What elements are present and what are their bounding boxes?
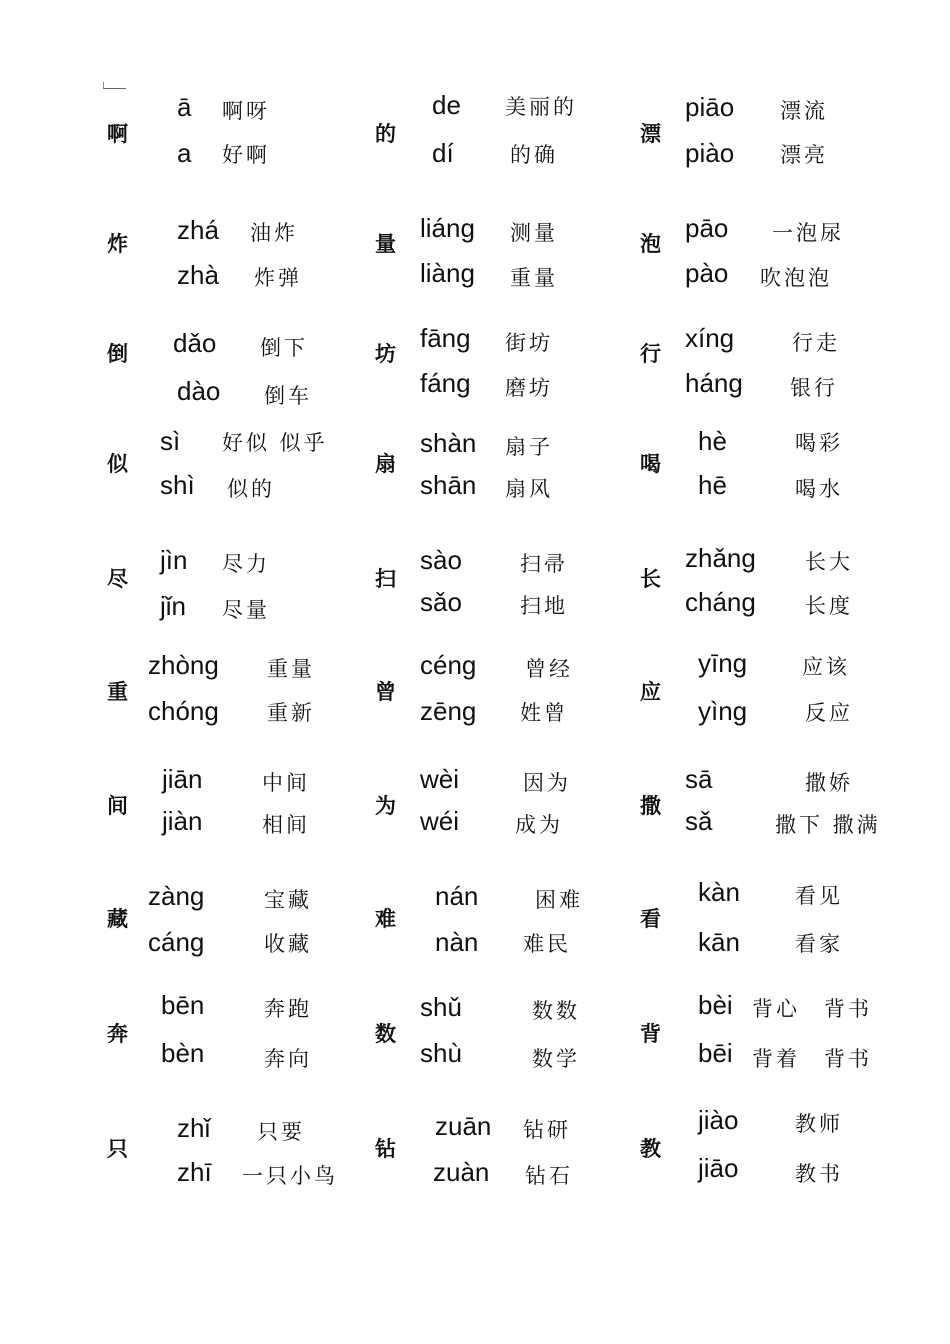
headword-character: 藏 [107, 906, 128, 931]
pinyin-reading-2: cáng [148, 927, 205, 957]
pinyin-reading-2: nàn [435, 927, 479, 957]
headword-character: 倒 [107, 341, 128, 366]
pinyin-reading-1: zàng [148, 881, 205, 911]
pinyin-reading-1: pāo [685, 213, 729, 243]
example-word-1: 曾经 [525, 657, 573, 681]
example-word-1: 喝彩 [795, 431, 843, 455]
example-word-2: 好啊 [222, 143, 270, 167]
pinyin-reading-1: jìn [160, 545, 188, 575]
character-entry [375, 875, 675, 975]
character-entry [107, 762, 407, 862]
example-word-1: 数数 [532, 999, 580, 1023]
character-entry [640, 200, 940, 300]
example-word-1: 漂流 [780, 99, 828, 123]
pinyin-reading-2: jǐn [160, 591, 187, 621]
character-entry [107, 990, 407, 1090]
headword-character: 钻 [375, 1136, 396, 1161]
example-word-2: 的确 [510, 143, 558, 167]
headword-character: 只 [107, 1136, 128, 1161]
character-entry [375, 200, 675, 300]
headword-character: 间 [107, 793, 128, 818]
pinyin-reading-1: nán [435, 881, 479, 911]
example-word-2: 撒下 撒满 [775, 813, 881, 837]
example-word-2: 扇风 [505, 477, 553, 501]
character-entry [107, 90, 407, 190]
character-entry [375, 535, 675, 635]
pinyin-reading-1: zhá [177, 215, 219, 245]
example-word-2: 炸弹 [254, 266, 302, 290]
character-entry [375, 648, 675, 748]
character-entry [640, 648, 940, 748]
example-word-1: 倒下 [260, 336, 308, 360]
character-entry [640, 420, 940, 520]
example-word-2: 数学 [532, 1047, 580, 1071]
example-word-1: 因为 [523, 771, 571, 795]
pinyin-reading-1: yīng [698, 648, 748, 678]
example-word-2: 难民 [523, 932, 571, 956]
pinyin-reading-1: sì [160, 426, 181, 456]
pinyin-reading-2: jiāo [698, 1153, 739, 1183]
headword-character: 行 [640, 341, 661, 366]
pinyin-reading-1: jiào [698, 1105, 739, 1135]
headword-character: 炸 [107, 231, 128, 256]
pinyin-reading-2: a [177, 138, 192, 168]
headword-character: 扫 [375, 566, 396, 591]
example-word-2: 倒车 [264, 384, 312, 408]
character-entry [375, 90, 675, 190]
pinyin-reading-2: bēi [698, 1038, 733, 1068]
pinyin-reading-2: wéi [420, 806, 460, 836]
pinyin-reading-2: liàng [420, 258, 475, 288]
example-word-1: 只要 [257, 1120, 305, 1144]
headword-character: 坊 [375, 341, 396, 366]
example-word-1: 尽力 [222, 552, 270, 576]
example-word-2: 背着 背书 [752, 1047, 872, 1071]
example-word-1: 看见 [795, 884, 843, 908]
headword-character: 量 [375, 231, 396, 256]
pinyin-reading-1: shàn [420, 428, 477, 458]
pinyin-reading-1: kàn [698, 877, 740, 907]
headword-character: 扇 [375, 451, 396, 476]
headword-character: 难 [375, 906, 396, 931]
headword-character: 喝 [640, 451, 661, 476]
example-word-1: 街坊 [505, 331, 553, 355]
example-word-2: 反应 [805, 701, 853, 725]
pinyin-reading-2: hē [698, 470, 727, 500]
example-word-2: 漂亮 [780, 143, 828, 167]
example-word-1: 教师 [795, 1112, 843, 1136]
example-word-1: 背心 背书 [752, 997, 872, 1021]
pinyin-reading-1: zhǎng [685, 543, 756, 573]
example-word-2: 教书 [795, 1162, 843, 1186]
headword-character: 应 [640, 679, 661, 704]
pinyin-reading-1: shǔ [420, 992, 462, 1022]
character-entry [640, 90, 940, 190]
pinyin-reading-2: yìng [698, 696, 748, 726]
pinyin-reading-1: sā [685, 764, 713, 794]
character-entry [640, 762, 940, 862]
example-word-1: 困难 [535, 888, 583, 912]
pinyin-reading-2: shù [420, 1038, 462, 1068]
character-entry [375, 1105, 675, 1205]
headword-character: 漂 [640, 121, 661, 146]
headword-character: 教 [640, 1136, 661, 1161]
example-word-2: 吹泡泡 [760, 266, 832, 290]
example-word-1: 重量 [267, 657, 315, 681]
pinyin-reading-2: fáng [420, 368, 471, 398]
headword-character: 长 [640, 566, 661, 591]
headword-character: 为 [375, 793, 396, 818]
pinyin-reading-2: háng [685, 368, 743, 398]
pinyin-reading-2: kān [698, 927, 740, 957]
pinyin-reading-1: zhǐ [177, 1113, 211, 1143]
headword-character: 奔 [107, 1021, 128, 1046]
example-word-1: 啊呀 [222, 99, 270, 123]
pinyin-reading-1: sào [420, 545, 462, 575]
pinyin-reading-2: bèn [161, 1038, 205, 1068]
character-entry [107, 535, 407, 635]
pinyin-reading-2: shì [160, 470, 195, 500]
character-entry [640, 875, 940, 975]
pinyin-reading-1: zhòng [148, 650, 219, 680]
headword-character: 数 [375, 1021, 396, 1046]
pinyin-reading-2: jiàn [162, 806, 203, 836]
example-word-1: 扫帚 [520, 552, 568, 576]
headword-character: 看 [640, 906, 661, 931]
pinyin-reading-1: céng [420, 650, 477, 680]
pinyin-reading-2: chóng [148, 696, 219, 726]
headword-character: 啊 [107, 121, 128, 146]
example-word-1: 宝藏 [264, 888, 312, 912]
example-word-1: 撒娇 [805, 771, 853, 795]
pinyin-reading-2: piào [685, 138, 735, 168]
headword-character: 似 [107, 451, 128, 476]
example-word-1: 中间 [262, 771, 310, 795]
example-word-2: 扫地 [520, 594, 568, 618]
example-word-2: 重新 [267, 701, 315, 725]
pinyin-reading-2: shān [420, 470, 477, 500]
example-word-2: 看家 [795, 932, 843, 956]
character-entry [107, 648, 407, 748]
character-entry [640, 1105, 940, 1205]
character-entry [107, 1105, 407, 1205]
pinyin-reading-1: jiān [162, 764, 203, 794]
pinyin-reading-2: sǎ [685, 806, 713, 836]
example-word-1: 行走 [792, 331, 840, 355]
pinyin-reading-1: dǎo [173, 328, 217, 358]
pinyin-reading-2: zuàn [433, 1157, 490, 1187]
example-word-1: 好似 似乎 [222, 431, 328, 455]
headword-character: 背 [640, 1021, 661, 1046]
character-entry [640, 990, 940, 1090]
pinyin-reading-1: xíng [685, 323, 735, 353]
example-word-2: 长度 [805, 594, 853, 618]
example-word-2: 姓曾 [520, 701, 568, 725]
example-word-2: 奔向 [264, 1047, 312, 1071]
example-word-2: 尽量 [222, 598, 270, 622]
character-entry [375, 990, 675, 1090]
pinyin-reading-1: piāo [685, 92, 735, 122]
example-word-1: 美丽的 [505, 95, 577, 119]
corner-mark [103, 82, 126, 89]
pinyin-reading-2: dào [177, 376, 221, 406]
pinyin-reading-2: zēng [420, 696, 477, 726]
example-word-1: 应该 [802, 655, 850, 679]
headword-character: 的 [375, 121, 396, 146]
character-entry [107, 200, 407, 300]
example-word-2: 相间 [262, 813, 310, 837]
pinyin-reading-2: cháng [685, 587, 756, 617]
headword-character: 尽 [107, 566, 128, 591]
pinyin-reading-2: zhī [177, 1157, 212, 1187]
pinyin-reading-2: dí [432, 138, 454, 168]
character-entry [375, 762, 675, 862]
example-word-2: 喝水 [795, 477, 843, 501]
pinyin-reading-1: ā [177, 92, 192, 122]
character-entry [107, 875, 407, 975]
character-entry [107, 310, 407, 410]
character-entry [640, 310, 940, 410]
headword-character: 重 [107, 679, 128, 704]
example-word-1: 测量 [510, 221, 558, 245]
character-entry [640, 535, 940, 635]
example-word-1: 油炸 [250, 221, 298, 245]
example-word-1: 扇子 [505, 435, 553, 459]
example-word-1: 奔跑 [264, 997, 312, 1021]
pinyin-reading-1: hè [698, 426, 727, 456]
pinyin-reading-2: sǎo [420, 587, 462, 617]
example-word-2: 磨坊 [505, 376, 553, 400]
pinyin-reading-2: zhà [177, 260, 219, 290]
example-word-2: 重量 [510, 266, 558, 290]
pinyin-reading-1: wèi [420, 764, 460, 794]
pinyin-reading-1: zuān [435, 1111, 492, 1141]
example-word-1: 一泡尿 [772, 221, 844, 245]
pinyin-reading-1: de [432, 90, 461, 120]
example-word-2: 收藏 [264, 932, 312, 956]
character-entry [375, 310, 675, 410]
character-entry [375, 420, 675, 520]
example-word-1: 长大 [805, 550, 853, 574]
pinyin-reading-1: bēn [161, 990, 205, 1020]
pinyin-reading-1: liáng [420, 213, 475, 243]
example-word-2: 成为 [515, 813, 563, 837]
example-word-2: 一只小鸟 [242, 1164, 338, 1188]
pinyin-reading-1: fāng [420, 323, 471, 353]
example-word-2: 银行 [790, 376, 838, 400]
pinyin-reading-1: bèi [698, 990, 733, 1020]
pinyin-reading-2: pào [685, 258, 729, 288]
character-entry [107, 420, 407, 520]
example-word-2: 似的 [227, 477, 275, 501]
example-word-1: 钻研 [523, 1118, 571, 1142]
example-word-2: 钻石 [525, 1164, 573, 1188]
headword-character: 撒 [640, 793, 661, 818]
headword-character: 曾 [375, 679, 396, 704]
headword-character: 泡 [640, 231, 661, 256]
